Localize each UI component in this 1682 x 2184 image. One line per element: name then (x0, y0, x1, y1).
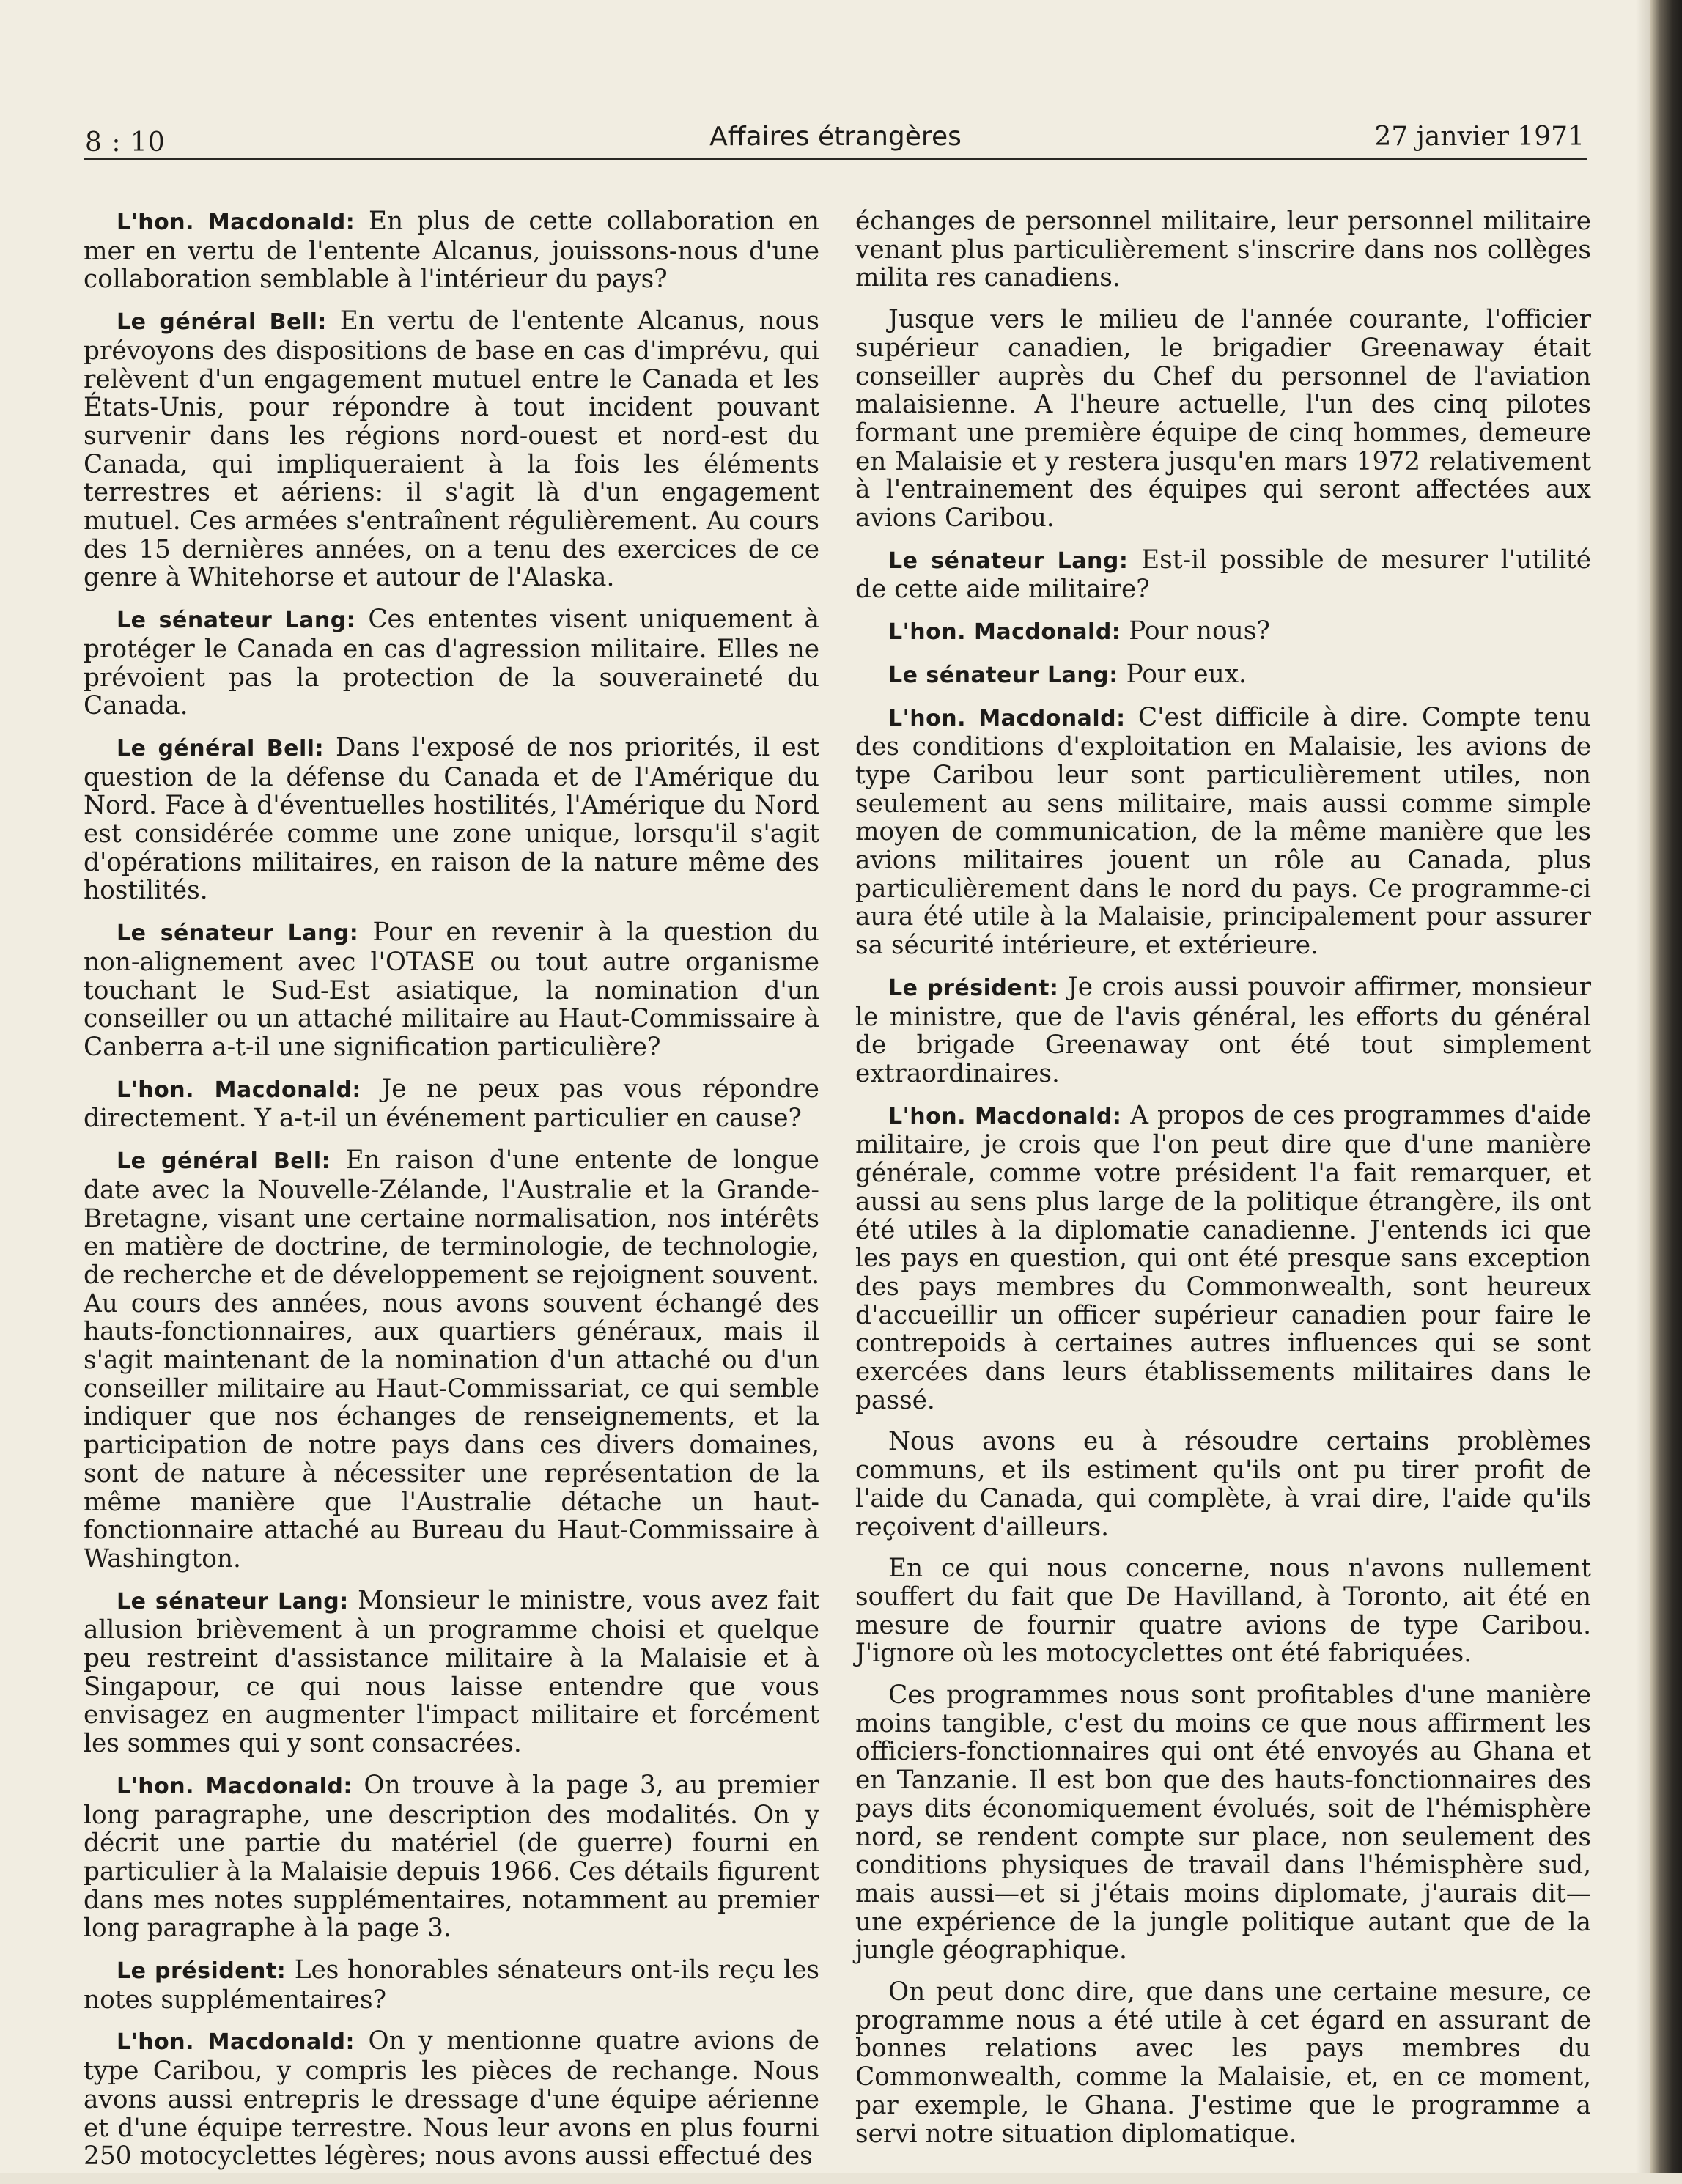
page-number: 8 : 10 (85, 128, 166, 158)
speaker-name: L'hon. Macdonald: (888, 1103, 1122, 1129)
paragraph-text: En ce qui nous concerne, nous n'avons nullement souffert du fait que De Havilland, à Toronto, ait été en mesure de fournir quatre avions de type Caribou. J'ignore où les motocyclettes ont été fabriquées. (855, 1554, 1591, 1669)
speaker-name: Le sénateur Lang: (117, 921, 359, 947)
speaker-name: Le président: (888, 975, 1059, 1001)
paragraph (855, 617, 1591, 647)
speaker-name: Le général Bell: (117, 735, 325, 761)
paragraph (855, 973, 1591, 1088)
paragraph-text: Est-il possible de mesurer l'utilité de cette aide militaire? (855, 545, 1592, 605)
speaker-name: Le sénateur Lang: (888, 662, 1118, 688)
paragraph (855, 1102, 1591, 1415)
paragraph-text: En plus de cette collaboration en mer en vertu de l'entente Alcanus, jouissons-nous d'une collaboration semblable à l'intérieur du pays? (84, 207, 819, 295)
paragraph (84, 1771, 819, 1943)
speaker-name: Le sénateur Lang: (117, 1588, 349, 1615)
speaker-name: L'hon. Macdonald: (117, 2029, 355, 2056)
paragraph (84, 1587, 819, 1758)
paragraph (855, 1428, 1591, 1541)
paragraph-text: C'est difficile à dire. Compte tenu des conditions d'exploitation en Malaisie, les avions de type Caribou leur sont particulièrement utiles, non seulement au sens militaire, mais aussi comme simple moyen de communication, de la même manière que les avions militaires jouent un rôle au Canada, plus particulièrement dans le nord du pays. Ce programme-ci aura été utile à la Malaisie, principalement pour assurer sa sécurité intérieure, et extérieure. (855, 702, 1591, 961)
paragraph (84, 605, 819, 720)
right-column (855, 207, 1591, 2161)
paragraph-text: Pour nous? (1121, 616, 1270, 646)
book-binding (1650, 0, 1682, 2173)
paragraph (855, 306, 1591, 533)
paragraph-text: En vertu de l'entente Alcanus, nous prévoyons des dispositions de base en cas d'imprévu, qui relèvent d'un engagement mutuel entre le Canada et les États-Unis, pour répondre à tout incident pouvant survenir dans les régions nord-ouest et nord-est du Canada, qui impliqueraient à la fois les éléments terrestres et aériens: il s'agit là d'un engagement mutuel. Ces armées s'entraînent régulièrement. Au cours des 15 dernières années, on a tenu des exercices de ce genre à Whitehorse et autour de l'Alaska. (84, 306, 819, 593)
paragraph (855, 1978, 1591, 2148)
speaker-name: Le sénateur Lang: (117, 608, 356, 634)
paragraph-text: A propos de ces programmes d'aide militaire, je crois que l'on peut dire que d'une manière générale, comme votre président l'a fait remarquer, et aussi au sens plus large de la politique étrangère, ils ont été utiles à la diplomatie canadienne. J'entends ici que les pays en question, qui ont été presque sans exception des pays membres du Commonwealth, sont heureux d'accueillir un officer supérieur canadien pour faire le contrepoids à certaines autres influences qui se sont exercées dans leurs établissements militaires dans le passé. (855, 1100, 1592, 1415)
speaker-name: Le général Bell: (117, 1148, 331, 1175)
paragraph (84, 307, 819, 592)
paragraph-text: Jusque vers le milieu de l'année courante, l'officier supérieur canadien, le brigadier Greenaway était conseiller auprès du Chef du personnel de l'aviation malaisienne. A l'heure actuelle, l'un des cinq pilotes formant une première équipe de cinq hommes, demeure en Malaisie et y restera jusqu'en mars 1972 relativement à l'entrainement des équipes qui seront affectées aux avions Caribou. (855, 305, 1591, 534)
paragraph (84, 2027, 819, 2171)
paragraph-text: Je ne peux pas vous répondre directement. Y a-t-il un événement particulier en cause? (84, 1074, 819, 1134)
paragraph-text: Dans l'exposé de nos priorités, il est question de la défense du Canada et de l'Amérique du Nord. Face à d'éventuelles hostilités, l'Amérique du Nord est considérée comme une zone unique, lorsqu'il s'agit d'opérations militaires, en raison de la nature même des hostilités. (84, 732, 819, 906)
paragraph (84, 207, 819, 294)
paragraph-text: Pour eux. (1118, 659, 1247, 689)
header-date: 27 janvier 1971 (1374, 122, 1585, 152)
speaker-name: L'hon. Macdonald: (117, 1773, 353, 1799)
paragraph (84, 918, 819, 1062)
speaker-name: L'hon. Macdonald: (117, 210, 355, 235)
speaker-name: L'hon. Macdonald: (888, 619, 1121, 646)
paragraph (855, 1681, 1591, 1965)
page-fold-shadow (1636, 0, 1652, 2173)
paragraph-text: On trouve à la page 3, au premier long paragraphe, une description des modalités. On y décrit une partie du matériel (de guerre) fourni en particulier à la Malaisie depuis 1966. Ces détails figurent dans mes notes supplémentaires, notamment au premier long paragraphe à la page 3. (84, 1770, 819, 1944)
paragraph-text: Je crois aussi pouvoir affirmer, monsieur le ministre, que de l'avis général, les efforts du général de brigade Greenaway ont été tout simplement extraordinaires. (855, 972, 1591, 1088)
speaker-name: L'hon. Macdonald: (117, 1077, 361, 1103)
left-column (84, 207, 819, 2184)
paragraph-text: Pour en revenir à la question du non-alignement avec l'OTASE ou tout autre organisme touchant le Sud-Est asiatique, la nomination d'un conseiller ou un attaché militaire au Haut-Commissaire à Canberra a-t-il une signification particulière? (84, 918, 820, 1062)
paragraph-text: Ces programmes nous sont profitables d'une manière moins tangible, c'est du moins ce que nous affirment les officiers-fonctionnaires qui ont été envoyés au Ghana et en Tanzanie. Il est bon que des hauts-fonctionnaires des pays dits économiquement évolués, soit de l'hémisphère nord, se rendent compte sur place, non seulement des conditions physiques de travail dans l'hémisphère sud, mais aussi—et si j'étais moins diplomate, j'aurais dit—une expérience de la jungle politique autant que de la jungle géographique. (855, 1681, 1591, 1966)
paragraph (84, 1146, 819, 1574)
paragraph-text: Nous avons eu à résoudre certains problèmes communs, et ils estiment qu'ils ont pu tirer profit de l'aide du Canada, qui complète, à vrai dire, l'aide qu'ils reçoivent d'ailleurs. (855, 1427, 1591, 1542)
speaker-name: Le général Bell: (117, 309, 327, 336)
speaker-name: Le président: (117, 1958, 287, 1985)
paragraph (84, 734, 819, 905)
paragraph-text: échanges de personnel militaire, leur personnel militaire venant plus particulièrement s'inscrire dans nos collèges milita res canadiens. (855, 207, 1591, 293)
paragraph (855, 660, 1591, 690)
paragraph (855, 207, 1591, 292)
paragraph-text: Ces ententes visent uniquement à protéger le Canada en cas d'agression militaire. Elles ne prévoient pas la protection de la souveraineté du Canada. (84, 605, 819, 721)
paragraph-text: Monsieur le ministre, vous avez fait allusion brièvement à un programme choisi et quelque peu restreint d'assistance militaire à la Malaisie et à Singapour, ce qui nous laisse entendre que vous envisagez en augmenter l'impact militaire et forcément les sommes qui y sont consacrées. (84, 1585, 820, 1759)
paragraph (855, 546, 1591, 604)
speaker-name: Le sénateur Lang: (888, 547, 1129, 574)
paragraph (84, 1956, 819, 2014)
paragraph (855, 1554, 1591, 1668)
paragraph (84, 1075, 819, 1133)
paragraph-text: En raison d'une entente de longue date avec la Nouvelle-Zélande, l'Australie et la Grande-Bretagne, visant une certaine normalisation, nos intérêts en matière de doctrine, de terminologie, de technologie, de recherche et de développement se rejoignent souvent. Au cours des années, nous avons souvent échangé des hauts-fonctionnaires, aux quartiers généraux, mais il s'agit maintenant de la nomination d'un attaché ou d'un conseiller militaire au Haut-Commissariat, ce qui semble indiquer que nos échanges de renseignements, et la participation de notre pays dans ces divers domaines, sont de nature à nécessiter une représentation de la même manière que l'Australie détache un haut-fonctionnaire attaché au Bureau du Haut-Commissaire à Washington. (84, 1146, 819, 1574)
paragraph (855, 704, 1591, 960)
paragraph-text: On y mentionne quatre avions de type Caribou, y compris les pièces de rechange. Nous avons aussi entrepris le dressage d'une équipe aérienne et d'une équipe terrestre. Nous leur avons en plus fourni 250 motocyclettes légères; nous avons aussi effectué des (84, 2026, 819, 2172)
speaker-name: L'hon. Macdonald: (888, 705, 1126, 731)
running-header (84, 117, 1587, 160)
paragraph-text: On peut donc dire, que dans une certaine mesure, ce programme nous a été utile à cet égard en assurant de bonnes relations avec les pays membres du Commonwealth, comme la Malaisie, et, en ce moment, par exemple, le Ghana. J'estime que le programme a servi notre situation diplomatique. (855, 1977, 1591, 2149)
header-title: Affaires étrangères (709, 122, 962, 152)
paragraph-text: Les honorables sénateurs ont-ils reçu les notes supplémentaires? (84, 1955, 819, 2015)
